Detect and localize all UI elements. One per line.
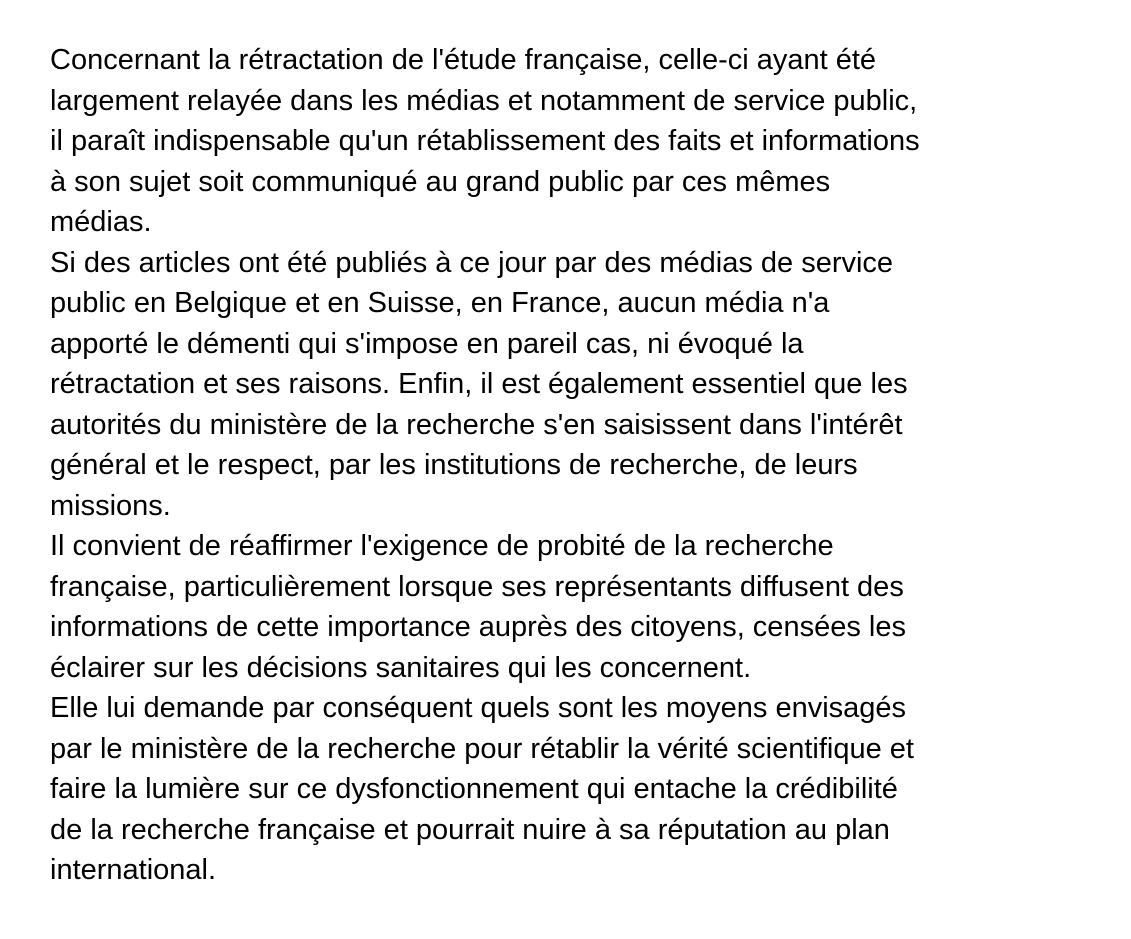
text-line: informations de cette importance auprès des citoyens, censées les (50, 611, 906, 643)
text-line: Il convient de réaffirmer l'exigence de probité de la recherche (50, 530, 834, 562)
text-line: largement relayée dans les médias et notamment de service public, (50, 84, 918, 117)
text-line: rétractation et ses raisons. Enfin, il est également essentiel que les (50, 368, 908, 400)
text-line: faire la lumière sur ce dysfonctionnement qui entache la crédibilité (50, 773, 898, 805)
text-line: missions. (50, 489, 171, 522)
text-line: à son sujet soit communiqué au grand public par ces mêmes (50, 165, 831, 198)
document-body (50, 40, 1120, 891)
text-line: il paraît indispensable qu'un rétablissement des faits et informations (50, 125, 920, 157)
text-line: de la recherche française et pourrait nuire à sa réputation au plan (50, 813, 890, 846)
text-line: général et le respect, par les institutions de recherche, de leurs (50, 449, 858, 481)
text-line: Elle lui demande par conséquent quels sont les moyens envisagés (50, 692, 907, 724)
text-line: éclairer sur les décisions sanitaires qui les concernent. (50, 651, 752, 684)
text-line: autorités du ministère de la recherche s'en saisissent dans l'intérêt (50, 408, 903, 441)
text-line: Si des articles ont été publiés à ce jour par des médias de service (50, 246, 894, 279)
text-line: Concernant la rétractation de l'étude française, celle-ci ayant été (50, 44, 877, 76)
text-line: médias. (50, 206, 152, 238)
text-line: par le ministère de la recherche pour rétablir la vérité scientifique et (50, 732, 914, 765)
text-line: international. (50, 854, 217, 886)
text-line: française, particulièrement lorsque ses représentants diffusent des (50, 570, 904, 603)
text-line: apporté le démenti qui s'impose en pareil cas, ni évoqué la (50, 327, 804, 360)
text-line: public en Belgique et en Suisse, en France, aucun média n'a (50, 287, 830, 319)
